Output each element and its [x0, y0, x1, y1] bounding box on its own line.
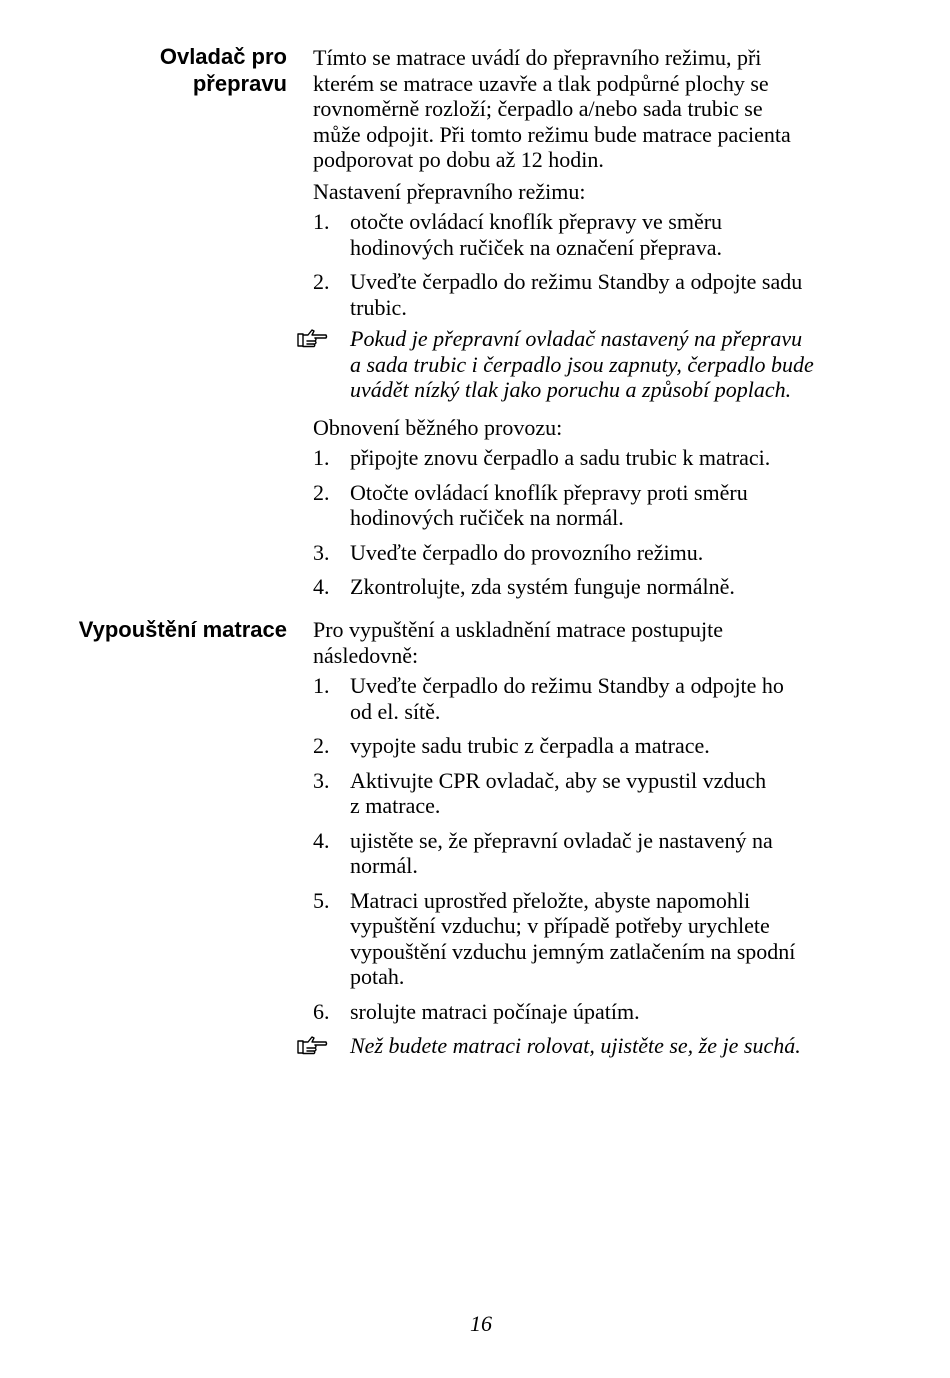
list-number: 1.	[313, 445, 330, 470]
text-line: Tímto se matrace uvádí do přepravního režimu, při	[313, 45, 762, 70]
list-text: Uveďte čerpadlo do režimu Standby a odpojte sadu	[350, 269, 803, 294]
list-item	[313, 828, 873, 879]
list-item	[313, 540, 873, 566]
list-number: 1.	[313, 673, 330, 698]
list-text: hodinových ručiček na označení přeprava.	[350, 234, 722, 260]
text-line: následovně:	[313, 642, 419, 668]
list-text: trubic.	[350, 294, 407, 320]
list-number: 4.	[313, 574, 330, 599]
list-text: srolujte matraci počínaje úpatím.	[350, 998, 640, 1024]
page-number: 16	[470, 1311, 492, 1336]
note-text: uvádět nízký tlak jako poruchu a způsobí poplach.	[350, 377, 792, 402]
list-number: 4.	[313, 827, 330, 853]
heading-line: Ovladač pro	[159, 44, 287, 69]
list-number: 6.	[313, 998, 330, 1024]
heading-line: Vypouštění matrace	[78, 617, 287, 642]
text-line: rovnoměrně rozloží; čerpadlo a/nebo sada trubic se	[313, 96, 763, 121]
list-text: Otočte ovládací knoflík přepravy proti směru	[350, 479, 748, 505]
restore-title: Obnovení běžného provozu:	[313, 414, 563, 440]
list-text: potah.	[350, 964, 405, 989]
section-heading-transport	[160, 43, 287, 97]
list-item	[313, 445, 873, 471]
list-number: 3.	[313, 539, 330, 565]
note-text: Než budete matraci rolovat, ujistěte se, že je suchá.	[350, 1033, 801, 1058]
list-number: 2.	[313, 269, 330, 294]
list-item	[313, 480, 873, 531]
pointing-hand-icon	[296, 1034, 328, 1056]
pointing-hand-icon	[296, 327, 328, 349]
list-number: 1.	[313, 209, 330, 234]
text-line: podporovat po dobu až 12 hodin.	[313, 147, 604, 172]
note-text: Pokud je přepravní ovladač nastavený na přepravu	[350, 326, 803, 351]
intro-paragraph	[313, 617, 873, 668]
list-text: otočte ovládací knoflík přepravy ve směru	[350, 209, 723, 234]
list-text: Aktivujte CPR ovladač, aby se vypustil vzduch	[350, 767, 767, 793]
list-item	[313, 733, 873, 759]
list-number: 3.	[313, 767, 330, 793]
text-line: Pro vypuštění a uskladnění matrace postupujte	[313, 617, 723, 642]
setup-title: Nastavení přepravního režimu:	[313, 178, 586, 204]
heading-line: přepravu	[192, 71, 287, 96]
list-item	[313, 673, 873, 724]
intro-paragraph	[313, 45, 873, 173]
list-text: hodinových ručiček na normál.	[350, 505, 624, 530]
list-text: ujistěte se, že přepravní ovladač je nastavený na	[350, 827, 773, 853]
list-item	[313, 768, 873, 819]
list-item	[313, 209, 873, 260]
list-text: vypouštění vzduchu jemným zatlačením na spodní	[350, 938, 796, 964]
list-text: připojte znovu čerpadlo a sadu trubic k matraci.	[350, 445, 771, 470]
list-text: Matraci uprostřed přeložte, abyste napomohli	[350, 887, 751, 913]
section-body-deflation	[313, 617, 873, 1059]
list-text: Uveďte čerpadlo do provozního režimu.	[350, 539, 704, 565]
note-text: a sada trubic i čerpadlo jsou zapnuty, čerpadlo bude	[350, 351, 814, 377]
section-body-transport	[313, 45, 873, 600]
list-text: normál.	[350, 853, 418, 878]
list-text: vypojte sadu trubic z čerpadla a matrace.	[350, 733, 710, 758]
list-text: od el. sítě.	[350, 698, 441, 724]
list-item	[313, 999, 873, 1025]
note-block	[313, 326, 873, 403]
text-line: může odpojit. Při tomto režimu bude matrace pacienta	[313, 121, 791, 147]
note-block	[313, 1033, 873, 1059]
list-number: 2.	[313, 479, 330, 505]
list-text: Zkontrolujte, zda systém funguje normálně.	[350, 574, 735, 599]
list-item	[313, 888, 873, 990]
list-text: vypuštění vzduchu; v případě potřeby urychlete	[350, 913, 770, 938]
list-item	[313, 574, 873, 600]
list-text: z matrace.	[350, 793, 441, 818]
text-line: kterém se matrace uzavře a tlak podpůrné plochy se	[313, 70, 769, 96]
list-number: 5.	[313, 887, 330, 913]
list-text: Uveďte čerpadlo do režimu Standby a odpojte ho	[350, 673, 784, 698]
list-number: 2.	[313, 733, 330, 758]
section-heading-deflation	[79, 616, 287, 643]
list-item	[313, 269, 873, 320]
